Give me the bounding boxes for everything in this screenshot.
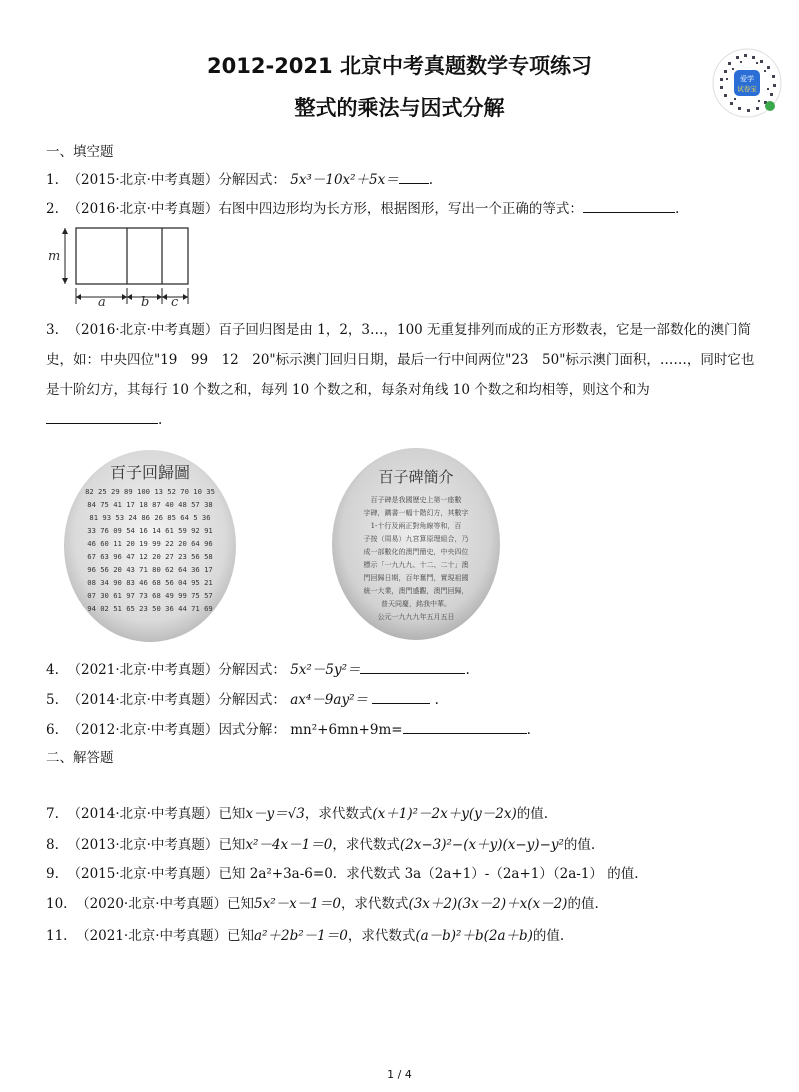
stele-text-line: 統一大業，澳門盛觀，澳門回歸， [363,587,469,595]
page-title: 2012-2021 北京中考真题数学专项练习 [207,54,592,78]
magic-square-row: 46 60 11 20 19 99 22 20 64 96 [87,539,213,548]
section-fill-heading: 一、填空题 [46,144,114,160]
stele-text-line: 字碑，鐫書一幅十階幻方，其數字 [363,509,469,517]
magic-square-row: 07 30 61 97 73 68 49 99 75 57 [87,591,213,600]
magic-square-row: 94 02 51 65 23 50 36 44 71 69 [87,604,213,613]
magic-square-row: 81 93 53 24 86 26 85 64 5 36 [89,513,211,522]
stele-text-line: 普天同慶，銘我中華。 [381,600,451,608]
page-subtitle: 整式的乘法与因式分解 [294,96,505,120]
magic-square-row: 67 63 96 47 12 20 27 23 56 58 [87,552,213,561]
label-a: a [98,295,106,308]
logo-text-2: 试卷宝 [737,85,757,93]
stele-text-line: 門回歸日期，百年奮鬥，實現祖國 [363,574,469,582]
answer-blank[interactable] [583,200,675,213]
stele-intro-photo [330,446,502,642]
section-solve-heading: 二、解答题 [46,750,114,766]
magic-square-row: 82 25 29 89 100 13 52 70 10 35 [85,487,215,496]
label-b: b [141,295,150,308]
magic-square-row: 84 75 41 17 18 87 40 48 57 38 [87,500,213,509]
label-m: m [48,249,61,264]
answer-blank[interactable] [399,171,429,184]
question-4: 4. （2021·北京·中考真题）分解因式： 5x²－5y²＝ . [46,662,470,678]
question-5: 5. （2014·北京·中考真题）分解因式： ax⁴－9ay²＝ . [46,692,439,708]
question-1: 1. （2015·北京·中考真题）分解因式： 5x³－10x²＋5x＝ . [46,172,434,188]
question-8: 8. （2013·北京·中考真题）已知x²－4x－1＝0，求代数式(2x−3)²−(x＋y)(x−y)−y²的值. [46,837,596,853]
stele-text-line: 子按（周易）九宮算原理組合，乃 [363,535,469,543]
rectangle-figure [40,222,200,308]
magic-square-photo [62,448,238,644]
question-6: 6. （2012·北京·中考真题）因式分解： mn²+6mn+9m= . [46,722,531,738]
magic-square-row: 96 56 20 43 71 80 62 64 36 17 [87,565,213,574]
photo-heading: 百子碑簡介 [378,468,454,486]
question-7: 7. （2014·北京·中考真题）已知x－y＝√3，求代数式(x＋1)²－2x＋y(y－2x)的值. [46,806,549,822]
answer-blank[interactable] [403,721,527,734]
stele-text-line: 百子碑是我國歷史上第一座數 [370,496,462,504]
question-2: 2. （2016·北京·中考真题）右图中四边形均为长方形，根据图形，写出一个正确的等式： . [46,201,680,217]
qr-code-icon [712,48,782,118]
answer-blank[interactable] [372,691,430,704]
label-c: c [171,295,179,308]
question-10: 10. （2020·北京·中考真题）已知5x²－x－1＝0，求代数式(3x＋2)(3x－2)＋x(x－2)的值. [46,896,599,912]
magic-square-row: 33 76 09 54 16 14 61 59 92 91 [87,526,213,535]
stele-text-line: 公元一九九九年五月五日 [377,613,455,621]
magic-square-row: 08 34 90 83 46 68 56 04 95 21 [87,578,213,587]
stele-text-line: 成一部數化的澳門簡史，中央四位 [363,548,469,556]
answer-blank[interactable] [360,661,465,674]
logo-text-1: 爱学 [740,75,754,83]
stele-text-line: 1-十行及兩正對角線等和，百 [370,522,462,530]
answer-blank[interactable] [46,411,158,424]
photo-heading: 百子回歸圖 [109,463,191,482]
question-3: 3. （2016·北京·中考真题）百子回归图是由 1，2，3…，100 无重复排列而成的正方形数表，它是一部数化的澳门简史，如：中央四位"19 99 12 20"标示澳门回归日期，最后一行中间两位"23 50"标示澳门面积，……，同时它也是十阶幻方，其每行 10 个数之和，每列 10 个数之和，每条对角线 10 个数之和均相等，则这个和为 . [46,322,755,428]
stele-text-line: 標示「一九九九、十二、二十」澳 [363,561,469,569]
page-number: 1 / 4 [387,1068,412,1081]
question-11: 11. （2021·北京·中考真题）已知a²＋2b²－1＝0，求代数式(a－b)²＋b(2a＋b)的值. [46,928,565,944]
question-9: 9. （2015·北京·中考真题）已知 2a²+3a-6=0．求代数式 3a（2a+1）-（2a+1）（2a-1） 的值. [46,866,639,882]
